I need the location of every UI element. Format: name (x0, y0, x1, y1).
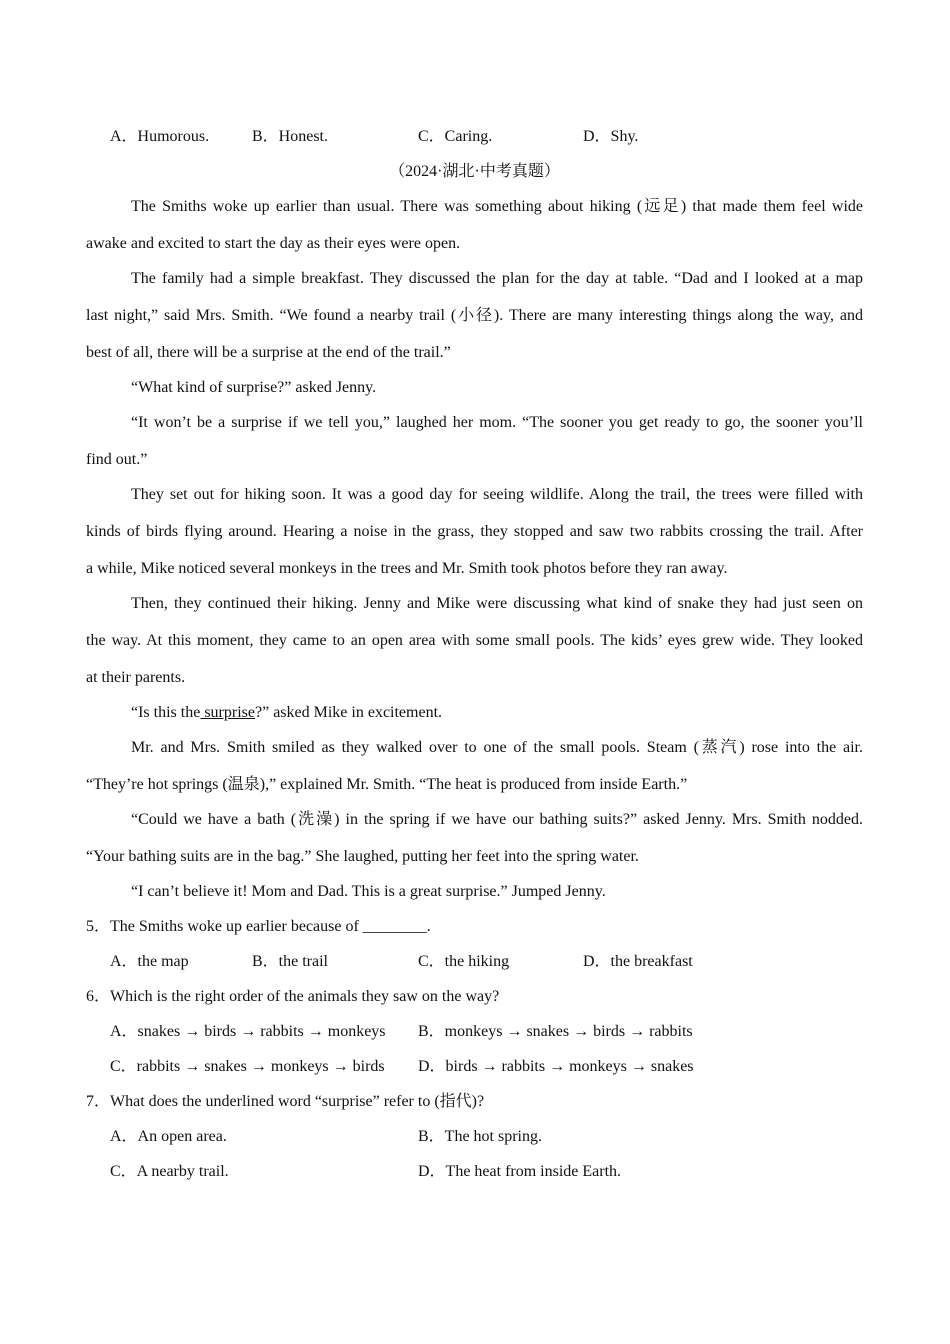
p7-text-before: “Is this the (131, 704, 201, 721)
q6-option-d: D．birds → rabbits → monkeys → snakes (418, 1058, 694, 1075)
q6-option-b: B．monkeys → snakes → birds → rabbits (418, 1023, 693, 1040)
passage-p8-line1: Mr. and Mrs. Smith smiled as they walked over to one of the small pools. Steam (蒸汽) rose into the air. (131, 739, 863, 756)
passage-p5-line2: kinds of birds flying around. Hearing a noise in the grass, they stopped and saw two rabbits crossing the trail. After (86, 523, 863, 540)
q5-option-a: A．the map (110, 953, 189, 970)
q5-option-c: C．the hiking (418, 953, 510, 970)
source-label: （2024·湖北·中考真题） (389, 163, 560, 180)
passage-p8-line2: “They’re hot springs (温泉),” explained Mr. Smith. “The heat is produced from inside Earth.” (86, 776, 688, 793)
q6-stem: 6．Which is the right order of the animals they saw on the way? (86, 988, 500, 1005)
q6-option-c: C．rabbits → snakes → monkeys → birds (110, 1058, 385, 1075)
q5-stem: 5．The Smiths woke up earlier because of ________. (86, 918, 431, 935)
q7-option-a: A．An open area. (110, 1128, 227, 1145)
passage-p1-line2: awake and excited to start the day as their eyes were open. (86, 235, 461, 252)
passage-p10-line1: “I can’t believe it! Mom and Dad. This is a great surprise.” Jumped Jenny. (131, 883, 606, 900)
underlined-word-surprise: surprise (200, 704, 255, 721)
passage-p3-line1: “What kind of surprise?” asked Jenny. (131, 379, 377, 396)
q4-option-a: A．Humorous. (110, 128, 210, 145)
passage-p5-line1: They set out for hiking soon. It was a good day for seeing wildlife. Along the trail, the trees were filled with (131, 486, 863, 503)
q4-option-b: B．Honest. (252, 128, 329, 145)
passage-p2-line1: The family had a simple breakfast. They discussed the plan for the day at table. “Dad and I looked at a map (131, 270, 863, 287)
passage-p6-line2: the way. At this moment, they came to an open area with some small pools. The kids’ eyes grew wide. They looked (86, 632, 863, 649)
passage-p2-line2: last night,” said Mrs. Smith. “We found a nearby trail (小径). There are many interesting things along the way, and (86, 307, 863, 324)
passage-p6-line1: Then, they continued their hiking. Jenny and Mike were discussing what kind of snake they had just seen on (131, 595, 863, 612)
q5-option-d: D．the breakfast (583, 953, 693, 970)
q4-option-c: C．Caring. (418, 128, 493, 145)
q5-option-b: B．the trail (252, 953, 328, 970)
passage-p4-line1: “It won’t be a surprise if we tell you,” laughed her mom. “The sooner you get ready to go, the sooner you’ll (131, 414, 863, 431)
passage-p1-line1: The Smiths woke up earlier than usual. There was something about hiking (远足) that made them feel wide (131, 198, 863, 215)
passage-p9-line2: “Your bathing suits are in the bag.” She laughed, putting her feet into the spring water. (86, 848, 639, 865)
q7-option-b: B．The hot spring. (418, 1128, 542, 1145)
q7-option-d: D．The heat from inside Earth. (418, 1163, 622, 1180)
passage-p6-line3: at their parents. (86, 669, 186, 686)
passage-p2-line3: best of all, there will be a surprise at the end of the trail.” (86, 344, 451, 361)
q7-option-c: C．A nearby trail. (110, 1163, 229, 1180)
passage-p9-line1: “Could we have a bath (洗澡) in the spring if we have our bathing suits?” asked Jenny. Mrs. Smith nodded. (131, 811, 863, 828)
q7-stem: 7．What does the underlined word “surprise” refer to (指代)? (86, 1093, 485, 1110)
q6-option-a: A．snakes → birds → rabbits → monkeys (110, 1023, 386, 1040)
passage-p7-line1 (131, 703, 863, 723)
p7-text-after: ?” asked Mike in excitement. (254, 704, 443, 721)
q4-option-d: D．Shy. (583, 128, 639, 145)
passage-p5-line3: a while, Mike noticed several monkeys in the trees and Mr. Smith took photos before they ran away. (86, 560, 728, 577)
passage-p4-line2: find out.” (86, 451, 148, 468)
